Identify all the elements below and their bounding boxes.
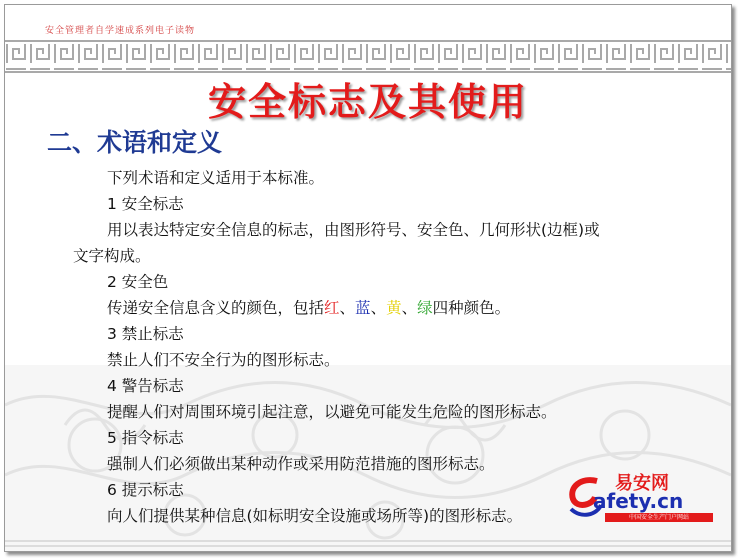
logo-domain: afety.cn [593,489,684,513]
term-6-title: 6 提示标志 [107,481,184,499]
separator: 、 [401,299,418,317]
separator: 、 [370,299,387,317]
logo-chinese-name: 易安网 [615,473,669,494]
term-5-definition: 强制人们必须做出某种动作或采用防范措施的图形标志。 [107,455,495,473]
term-1-title: 1 安全标志 [107,195,184,213]
slide-title: 安全标志及其使用 [207,80,528,124]
intro-text: 下列术语和定义适用于本标准。 [107,169,325,187]
color-yellow-label: 黄 [386,299,402,317]
color-blue-label: 蓝 [355,299,371,317]
slide [4,4,732,552]
section-heading: 二、术语和定义 [47,128,223,157]
term-2-def-prefix: 传递安全信息含义的颜色，包括 [107,299,325,317]
logo-tagline: 中国安全生产门户网站 [605,513,713,522]
color-green-label: 绿 [417,299,433,317]
term-2-definition [73,295,713,321]
safety-cn-logo [567,469,715,529]
color-red-label: 红 [324,299,340,317]
greek-key-border [5,39,731,73]
separator: 、 [339,299,356,317]
term-1-definition: 用以表达特定安全信息的标志，由图形符号、安全色、几何形状(边框)或 [107,221,600,239]
term-4-title: 4 警告标志 [107,377,184,395]
term-2-title: 2 安全色 [107,273,169,291]
term-3-definition: 禁止人们不安全行为的图形标志。 [107,351,340,369]
term-5-title: 5 指令标志 [107,429,184,447]
term-3-title: 3 禁止标志 [107,325,184,343]
term-4-definition: 提醒人们对周围环境引起注意，以避免可能发生危险的图形标志。 [107,403,557,421]
term-1-definition-cont: 文字构成。 [73,247,151,265]
series-header: 安全管理者自学速成系列电子读物 [45,26,196,36]
term-2-def-suffix: 四种颜色。 [432,299,511,317]
term-6-definition: 向人们提供某种信息(如标明安全设施或场所等)的图形标志。 [107,507,523,525]
